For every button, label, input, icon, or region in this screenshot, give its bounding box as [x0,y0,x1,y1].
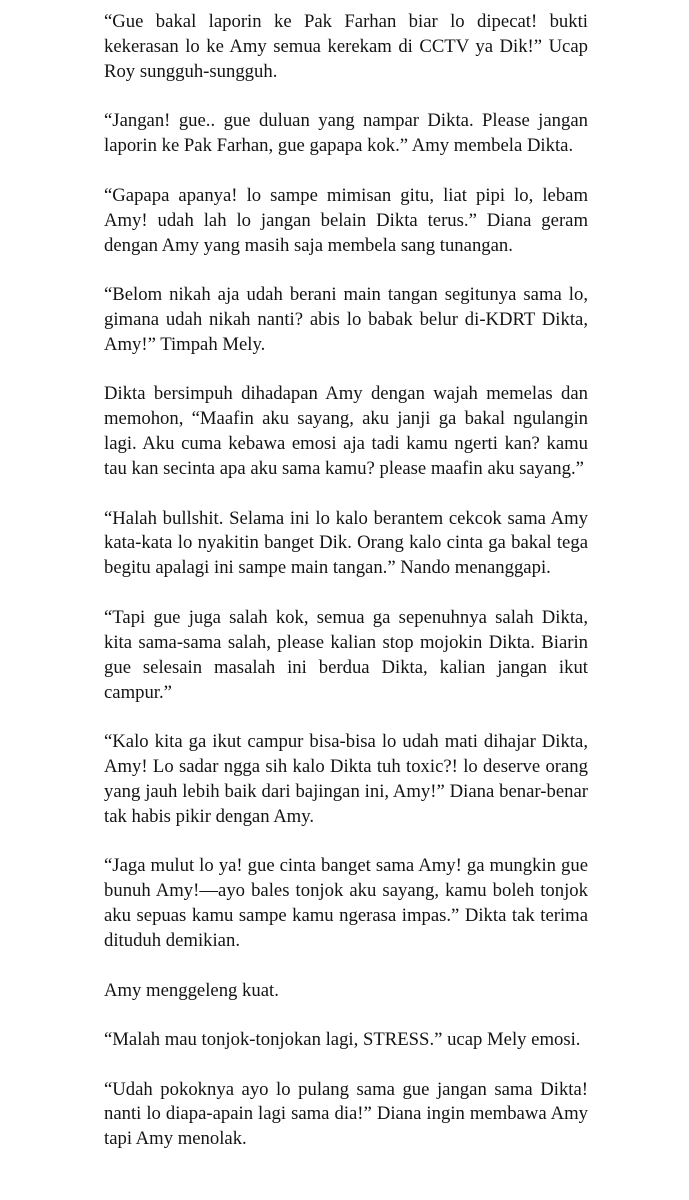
paragraph-9: “Jaga mulut lo ya! gue cinta banget sama Amy! ga mungkin gue bunuh Amy!—ayo bales tonjok aku sayang, kamu boleh tonjok aku sepuas kamu sampe kamu ngerasa impas.” Dikta tak terima dituduh demikian. [104,855,588,952]
paragraph-6: “Halah bullshit. Selama ini lo kalo berantem cekcok sama Amy kata-kata lo nyakitin banget Dik. Orang kalo cinta ga bakal tega begitu apalagi ini sampe main tangan.” Nando menanggapi. [104,507,588,579]
paragraph-11: “Malah mau tonjok-tonjokan lagi, STRESS.” ucap Mely emosi. [104,1029,581,1051]
paragraph-10: Amy menggeleng kuat. [104,979,279,1001]
paragraph-5: Dikta bersimpuh dihadapan Amy dengan wajah memelas dan memohon, “Maafin aku sayang, aku janji ga bakal ngulangin lagi. Aku cuma kebawa emosi aja tadi kamu ngerti kan? kamu tau kan secinta apa aku sama kamu? please maafin aku sayang.” [104,383,588,480]
paragraph-1: “Gue bakal laporin ke Pak Farhan biar lo dipecat! bukti kekerasan lo ke Amy semua kerekam di CCTV ya Dik!” Ucap Roy sungguh-sungguh. [104,11,588,82]
paragraph-12: “Udah pokoknya ayo lo pulang sama gue jangan sama Dikta! nanti lo diapa-apain lagi sama dia!” Diana ingin membawa Amy tapi Amy menolak. [104,1078,588,1150]
paragraph-3: “Gapapa apanya! lo sampe mimisan gitu, liat pipi lo, lebam Amy! udah lah lo jangan belain Dikta terus.” Diana geram dengan Amy yang masih saja membela sang tunangan. [104,184,588,256]
story-text [104,10,588,1177]
paragraph-8: “Kalo kita ga ikut campur bisa-bisa lo udah mati dihajar Dikta, Amy! Lo sadar ngga sih kalo Dikta tuh toxic?! lo deserve orang yang jauh lebih baik dari bajingan ini, Amy!” Diana benar-benar tak habis pikir dengan Amy. [104,731,588,827]
paragraph-2: “Jangan! gue.. gue duluan yang nampar Dikta. Please jangan laporin ke Pak Farhan, gue gapapa kok.” Amy membela Dikta. [104,110,588,157]
paragraph-7: “Tapi gue juga salah kok, semua ga sepenuhnya salah Dikta, kita sama-sama salah, please kalian stop mojokin Dikta. Biarin gue selesain masalah ini berdua Dikta, kalian jangan ikut campur.” [104,606,588,703]
paragraph-4: “Belom nikah aja udah berani main tangan segitunya sama lo, gimana udah nikah nanti? abis lo babak belur di-KDRT Dikta, Amy!” Timpah Mely. [104,284,588,355]
